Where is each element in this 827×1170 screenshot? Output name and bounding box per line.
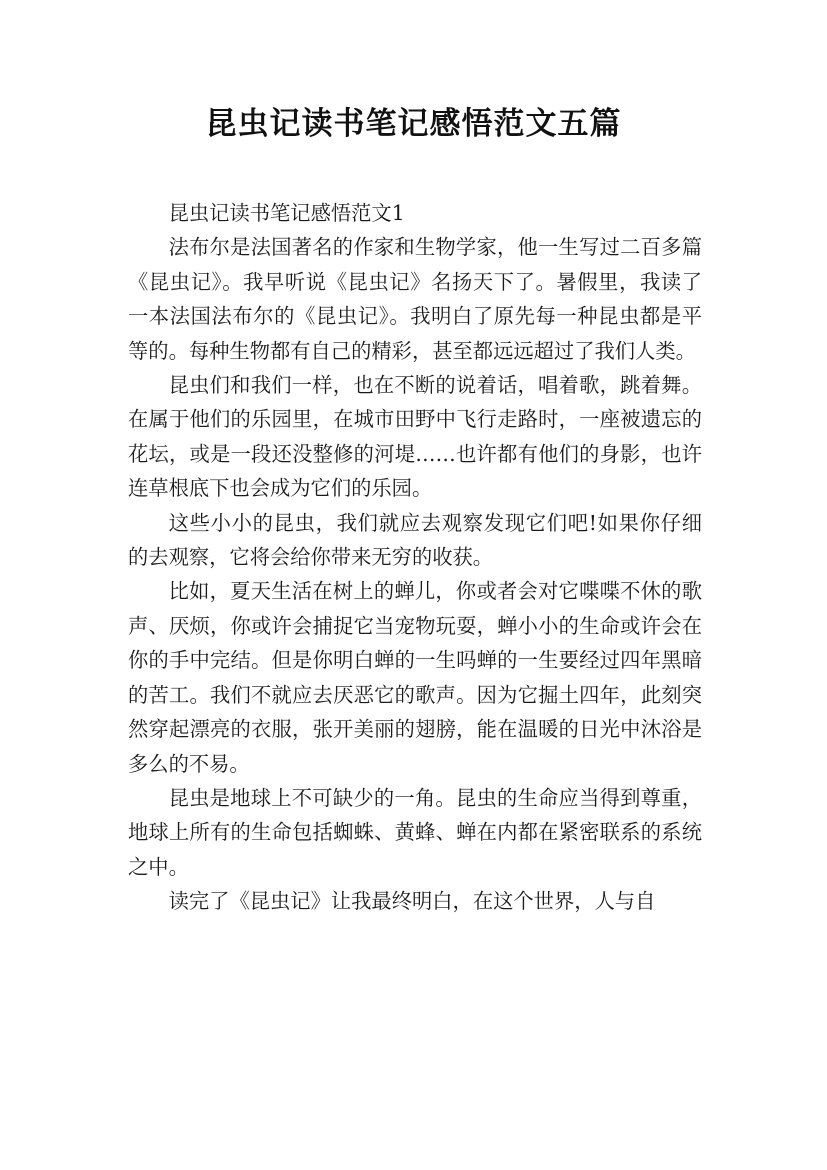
paragraph: 比如，夏天生活在树上的蝉儿，你或者会对它喋喋不休的歌声、厌烦，你或许会捕捉它当宠物玩耍，蝉小小的生命或许会在你的手中完结。但是你明白蝉的一生吗蝉的一生要经过四年黑暗的苦工。我们不就应去厌恶它的歌声。因为它掘土四年，此刻突然穿起漂亮的衣服，张开美丽的翅膀，能在温暖的日光中沐浴是多么的不易。 bbox=[128, 579, 702, 776]
paragraph: 昆虫是地球上不可缺少的一角。昆虫的生命应当得到尊重，地球上所有的生命包括蜘蛛、黄蜂、蝉在内都在紧密联系的系统之中。 bbox=[128, 785, 702, 879]
paragraph: 这些小小的昆虫，我们就应去观察发现它们吧!如果你仔细的去观察，它将会给你带来无穷的收获。 bbox=[128, 510, 702, 570]
document-title: 昆虫记读书笔记感悟范文五篇 bbox=[205, 106, 622, 142]
document-body bbox=[128, 196, 702, 919]
paragraph: 读完了《昆虫记》让我最终明白，在这个世界，人与自 bbox=[168, 889, 656, 914]
paragraph: 昆虫们和我们一样，也在不断的说着话，唱着歌，跳着舞。在属于他们的乐园里，在城市田野中飞行走路时，一座被遗忘的花坛，或是一段还没整修的河堤……也许都有他们的身影，也许连草根底下也会成为它们的乐园。 bbox=[128, 373, 702, 501]
section-heading: 昆虫记读书笔记感悟范文1 bbox=[168, 201, 405, 225]
paragraph: 法布尔是法国著名的作家和生物学家，他一生写过二百多篇《昆虫记》。我早听说《昆虫记》名扬天下了。暑假里，我读了一本法国法布尔的《昆虫记》。我明白了原先每一种昆虫都是平等的。每种生物都有自己的精彩，甚至都远远超过了我们人类。 bbox=[128, 235, 702, 363]
